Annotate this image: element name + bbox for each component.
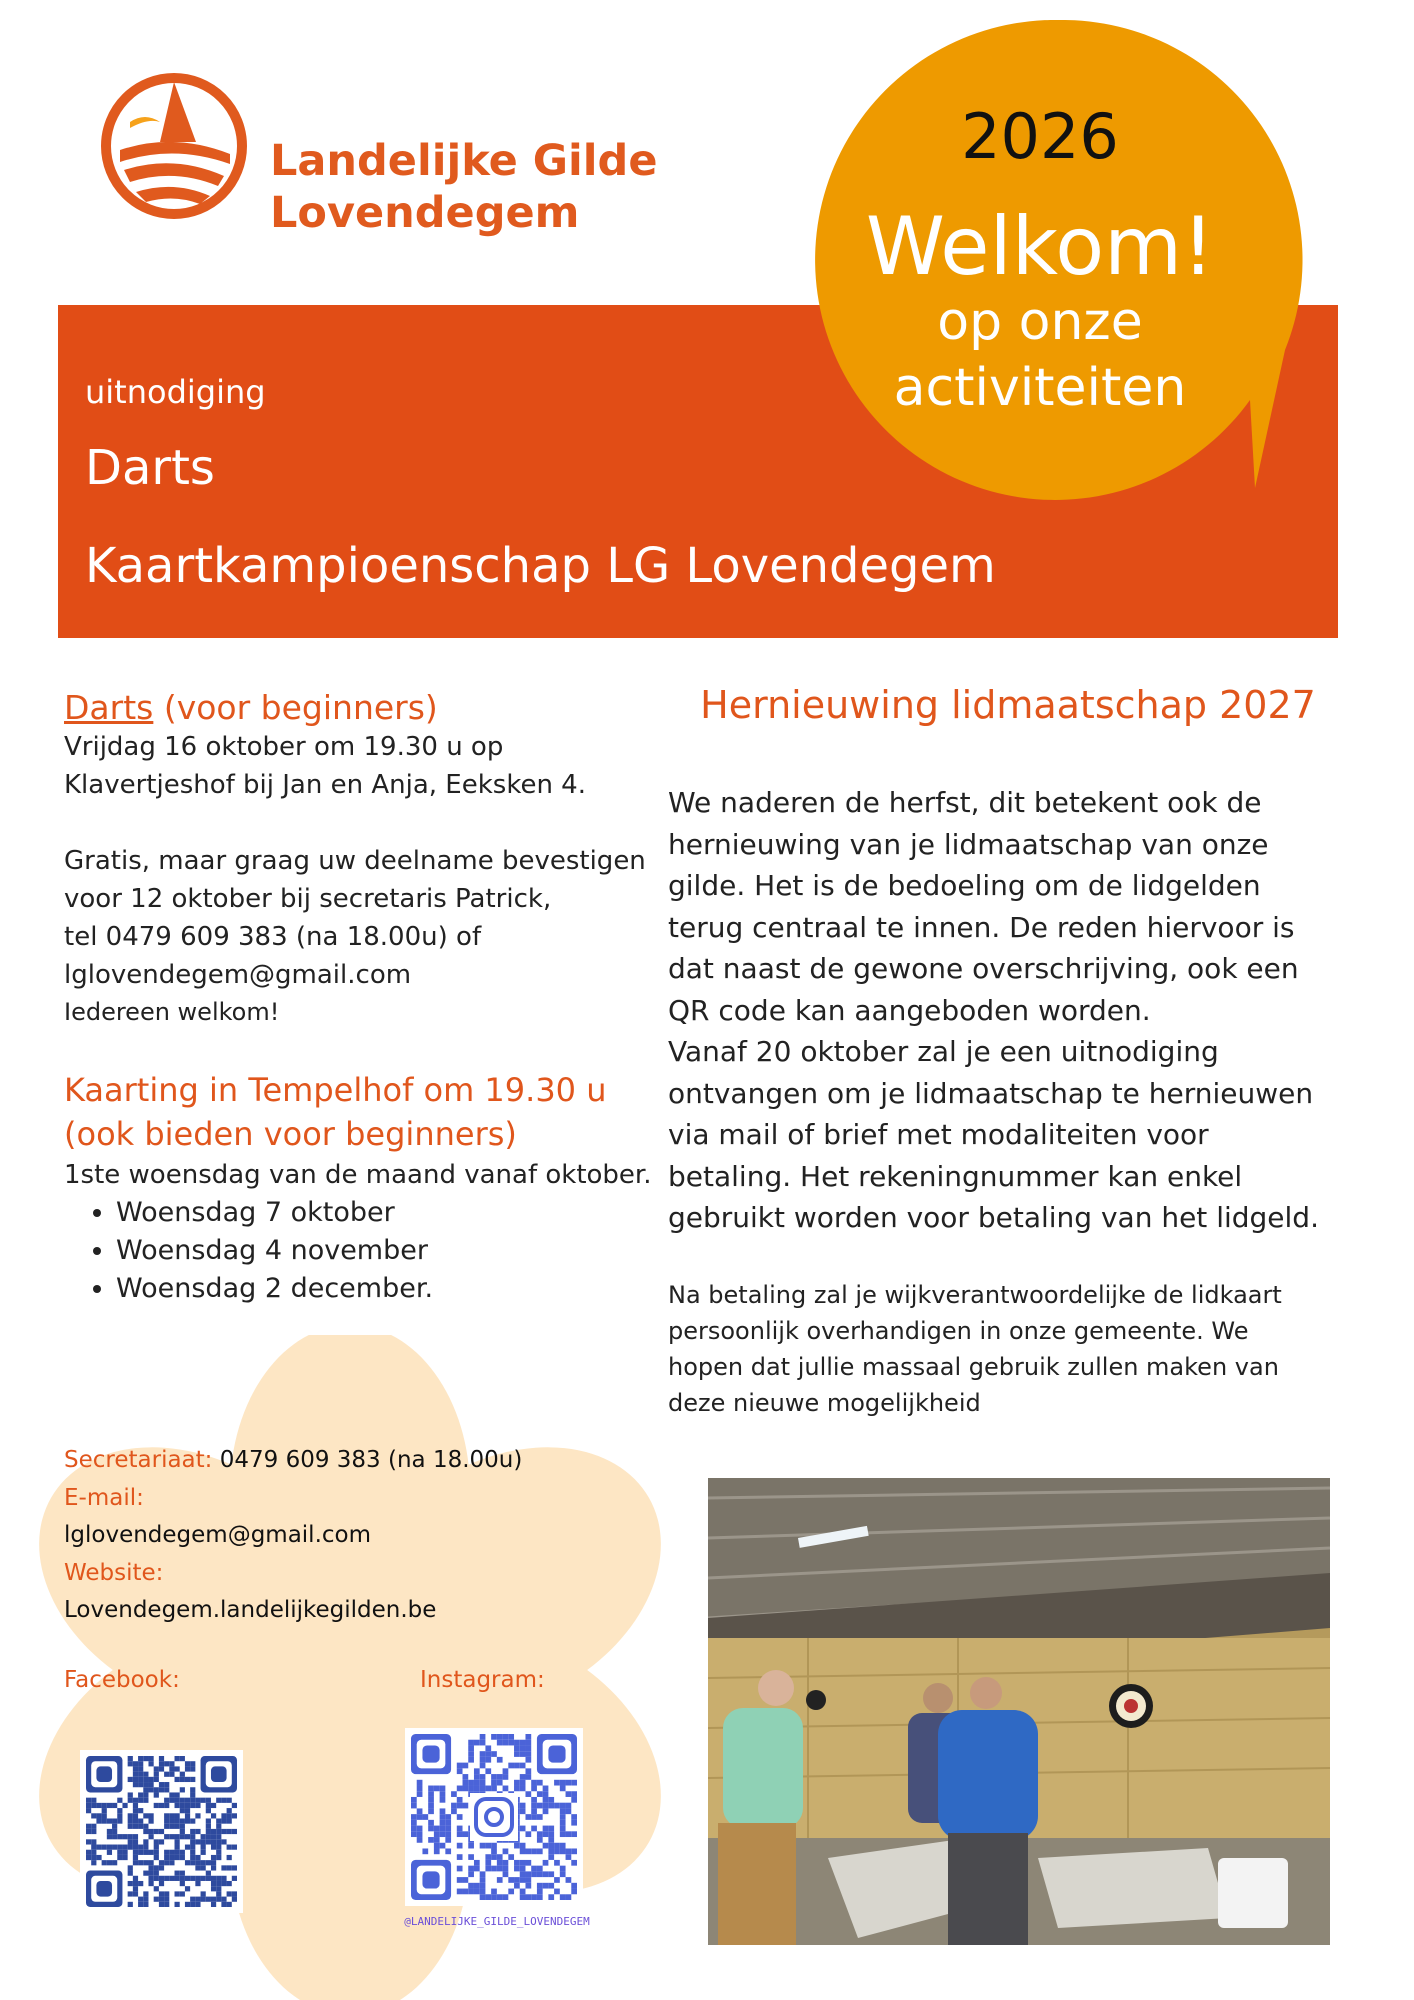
bubble-welcome: Welkom! (865, 200, 1215, 293)
darts-line-3: Gratis, maar graag uw deelname bevestigen (64, 846, 646, 876)
bubble-line-2: activiteiten (893, 358, 1187, 418)
facebook-label: Facebook: (64, 1667, 180, 1693)
logo-emblem-icon (100, 72, 248, 220)
instagram-handle: @LANDELIJKE_GILDE_LOVENDEGEM (404, 1915, 590, 1928)
darts-email[interactable]: lglovendegem@gmail.com (64, 960, 412, 990)
logo-text (270, 135, 657, 239)
website-label: Website: (64, 1559, 164, 1586)
darts-heading-rest: (voor beginners) (153, 688, 438, 727)
renewal-note-line: persoonlijk overhandigen in onze gemeente. We (668, 1316, 1249, 1345)
website-value[interactable]: Lovendegem.landelijkegilden.be (64, 1597, 437, 1623)
darts-welcome: Iedereen welkom! (64, 998, 280, 1026)
list-item: • Woensdag 7 oktober (116, 1194, 664, 1232)
facebook-qr-code[interactable] (80, 1750, 243, 1913)
secretariaat-value: 0479 609 383 (na 18.00u) (212, 1447, 523, 1473)
secretariaat-row (64, 1442, 522, 1480)
renewal-note (668, 1277, 1348, 1421)
banner-title-kaart: Kaartkampioenschap LG Lovendegem (85, 538, 996, 594)
kaarting-heading-1: Kaarting in Tempelhof om 19.30 u (64, 1071, 607, 1109)
darts-line-4: voor 12 oktober bij secretaris Patrick, (64, 884, 552, 914)
banner-subtitle: uitnodiging (85, 373, 266, 411)
instagram-label: Instagram: (420, 1667, 545, 1693)
darts-link[interactable]: Darts (64, 688, 154, 727)
right-column (668, 683, 1348, 1421)
contact-block (64, 1442, 522, 1630)
renewal-note-line: hopen dat jullie massaal gebruik zullen maken van (668, 1352, 1279, 1381)
darts-heading (64, 688, 664, 728)
darts-line-5: tel 0479 609 383 (na 18.00u) of (64, 922, 482, 952)
renewal-line: via mail of brief met modaliteiten voor (668, 1118, 1209, 1151)
renewal-line: ontvangen om je lidmaatschap te hernieuwen (668, 1076, 1314, 1110)
renewal-note-line: Na betaling zal je wijkverantwoordelijke de lidkaart (668, 1280, 1282, 1309)
darts-photo (708, 1478, 1330, 1945)
renewal-title: Hernieuwing lidmaatschap 2027 (700, 683, 1316, 727)
renewal-line: hernieuwing van je lidmaatschap van onze (668, 827, 1269, 861)
darts-line-1: Vrijdag 16 oktober om 19.30 u op (64, 732, 504, 762)
bubble-line-1: op onze (937, 292, 1143, 352)
renewal-note-line: deze nieuwe mogelijkheid (668, 1388, 981, 1417)
renewal-line: betaling. Het rekeningnummer kan enkel (668, 1159, 1243, 1193)
kaarting-intro: 1ste woensdag van de maand vanaf oktober. (64, 1160, 652, 1190)
renewal-line: dat naast de gewone overschrijving, ook een (668, 952, 1299, 985)
email-value[interactable]: lglovendegem@gmail.com (64, 1522, 372, 1548)
bubble-year: 2026 (961, 100, 1119, 173)
left-column (64, 688, 664, 1308)
instagram-qr-code[interactable] (405, 1728, 583, 1906)
renewal-line: We naderen de herfst, dit betekent ook de (668, 786, 1262, 819)
instagram-icon (470, 1793, 518, 1841)
renewal-line: gilde. Het is de bedoeling om de lidgelden (668, 869, 1261, 902)
darts-line-2: Klavertjeshof bij Jan en Anja, Eeksken 4. (64, 770, 586, 800)
logo-line-2: Lovendegem (270, 188, 580, 238)
logo-line-1: Landelijke Gilde (270, 136, 658, 186)
email-label: E-mail: (64, 1484, 144, 1511)
list-item: • Woensdag 2 december. (116, 1270, 664, 1308)
banner-title-darts: Darts (85, 440, 215, 496)
kaarting-heading-2: (ook bieden voor beginners) (64, 1115, 517, 1153)
list-item: • Woensdag 4 november (116, 1232, 664, 1270)
renewal-line: Vanaf 20 oktober zal je een uitnodiging (668, 1035, 1219, 1068)
secretariaat-label: Secretariaat: (64, 1447, 213, 1473)
renewal-line: terug centraal te innen. De reden hiervoor is (668, 910, 1295, 944)
renewal-line: QR code kan aangeboden worden. (668, 993, 1151, 1027)
renewal-line: gebruikt worden voor betaling van het lidgeld. (668, 1201, 1319, 1234)
renewal-body (668, 782, 1348, 1239)
kaarting-dates (64, 1194, 664, 1308)
